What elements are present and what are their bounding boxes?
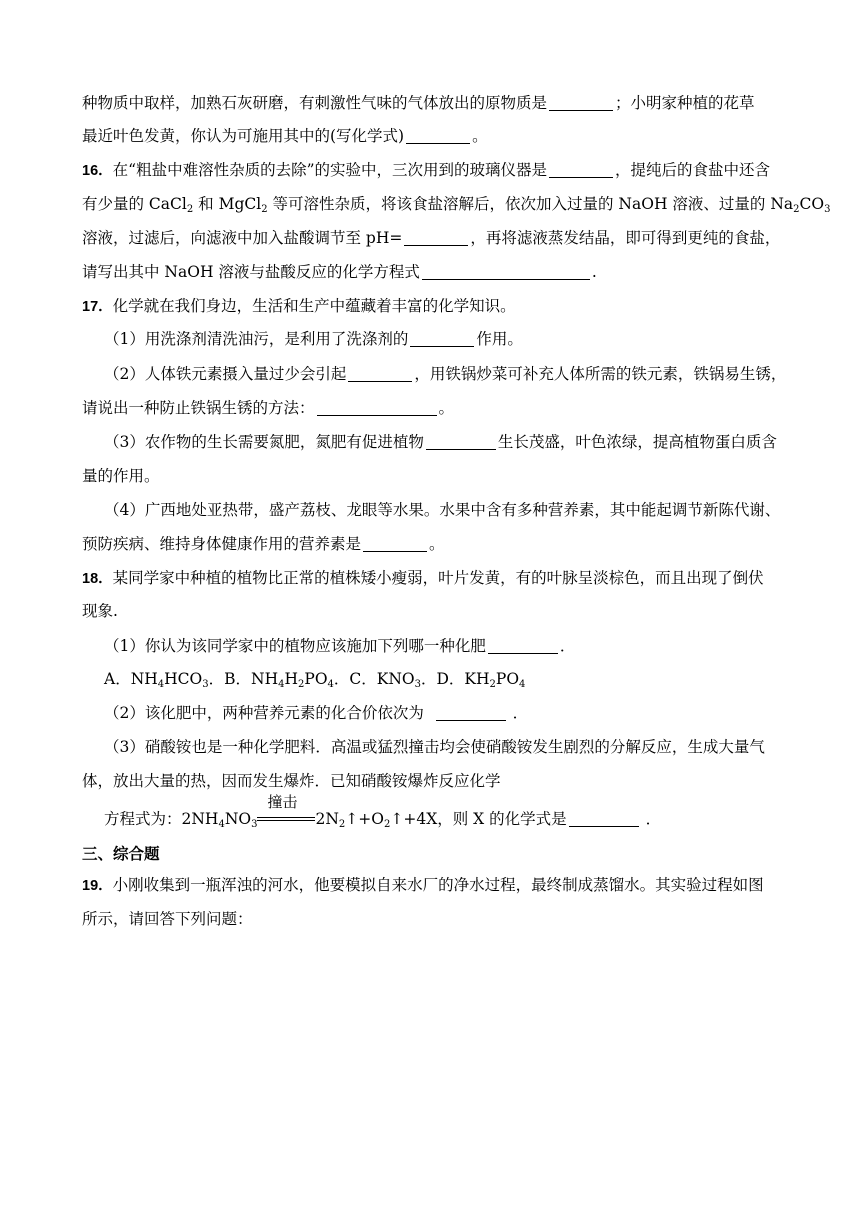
q16-line-4: 请写出其中 NaOH 溶液与盐酸反应的化学方程式 .: [82, 263, 597, 281]
option-a[interactable]: A．$NH_4HCO_3$: [104, 670, 209, 690]
answer-blank[interactable]: [426, 434, 496, 450]
section-heading: 三、综合题: [82, 846, 160, 863]
answer-blank[interactable]: [549, 95, 613, 111]
q18-stem-cont: 现象.: [82, 602, 118, 620]
q16-line-3: 溶液，过滤后，向滤液中加入盐酸调节至 pH= ，再将滤液蒸发结晶，即可得到更纯的食盐，: [82, 229, 781, 247]
answer-blank[interactable]: [549, 162, 613, 178]
q18-part-3: （3）硝酸铵也是一种化学肥料．高温或猛烈撞击均会使硝酸铵发生剧烈的分解反应，生成大量气: [104, 738, 765, 756]
option-d[interactable]: ．D．$KH_2PO_4$: [421, 670, 526, 690]
q18-part-3-cont: 体，放出大量的热，因而发生爆炸．已知硝酸铵爆炸反应化学: [82, 772, 501, 790]
q15-line-2: 最近叶色发黄，你认为可施用其中的(写化学式) 。: [82, 127, 488, 145]
q18-part-1: （1）你认为该同学家中的植物应该施加下列哪一种化肥 ．: [104, 637, 576, 655]
q19-stem: 19．小刚收集到一瓶浑浊的河水，他要模拟自来水厂的净水过程，最终制成蒸馏水。其实验过程如图: [82, 876, 764, 894]
question-number: 19．: [82, 878, 113, 894]
reaction-arrow: [257, 793, 315, 828]
answer-blank[interactable]: [436, 705, 506, 721]
q17-part-2: （2）人体铁元素摄入量过少会引起 ，用铁锅炒菜可补充人体所需的铁元素，铁锅易生锈，: [104, 365, 787, 383]
q18-options: [104, 669, 804, 689]
answer-blank[interactable]: [422, 264, 590, 280]
option-c[interactable]: ．C．$KNO_3$: [333, 670, 421, 690]
question-number: 18．: [82, 571, 113, 587]
q19-stem-cont: 所示，请回答下列问题：: [82, 910, 253, 928]
q17-part-3-cont: 量的作用。: [82, 467, 160, 485]
answer-blank[interactable]: [404, 230, 468, 246]
answer-blank[interactable]: [406, 128, 470, 144]
q17-part-4-cont: 预防疾病、维持身体健康作用的营养素是 。: [82, 535, 445, 553]
q17-part-1: （1）用洗涤剂清洗油污，是利用了洗涤剂的 作用。: [104, 330, 523, 348]
answer-blank[interactable]: [363, 536, 427, 552]
question-number: 17．: [82, 299, 113, 315]
q16-line-2: 有少量的 CaCl$_2$ 和 MgCl$_2$ 等可溶性杂质，将该食盐溶解后，依次加入过量的 NaOH 溶液、过量的 $Na_2CO_3$: [82, 195, 831, 215]
answer-blank[interactable]: [317, 400, 437, 416]
q17-stem: 17．化学就在我们身边，生活和生产中蕴藏着丰富的化学知识。: [82, 297, 516, 315]
q16-line-1: 16．在“粗盐中难溶性杂质的去除”的实验中，三次用到的玻璃仪器是 ，提纯后的食盐中还含: [82, 161, 771, 179]
q17-part-3: （3）农作物的生长需要氮肥，氮肥有促进植物 生长茂盛，叶色浓绿，提高植物蛋白质含: [104, 433, 777, 451]
question-number: 16．: [82, 163, 113, 179]
reaction-condition: 撞击: [267, 793, 298, 811]
q18-equation: 方程式为：$2NH_4NO_3$ 撞击 $2N_2↑+O_2↑+4X$，则 X 的化学式是 ．: [104, 793, 662, 830]
option-b[interactable]: ．B．$NH_4H_2PO_4$: [208, 670, 334, 690]
q18-stem: 18．某同学家中种植的植物比正常的植株矮小瘦弱，叶片发黄，有的叶脉呈淡棕色，而且出现了倒伏: [82, 569, 764, 587]
answer-blank[interactable]: [488, 638, 558, 654]
answer-blank[interactable]: [569, 811, 639, 827]
answer-blank[interactable]: [348, 366, 412, 382]
q15-line-1: 种物质中取样，加熟石灰研磨，有刺激性气味的气体放出的原物质是 ；小明家种植的花草: [82, 94, 755, 112]
answer-blank[interactable]: [410, 331, 474, 347]
q17-part-4: （4）广西地处亚热带，盛产荔枝、龙眼等水果。水果中含有多种营养素，其中能起调节新陈代谢、: [104, 501, 781, 519]
q17-part-2-cont: 请说出一种防止铁锅生锈的方法： 。: [82, 399, 455, 417]
q18-part-2: （2）该化肥中，两种营养元素的化合价依次为 ．: [104, 704, 529, 722]
